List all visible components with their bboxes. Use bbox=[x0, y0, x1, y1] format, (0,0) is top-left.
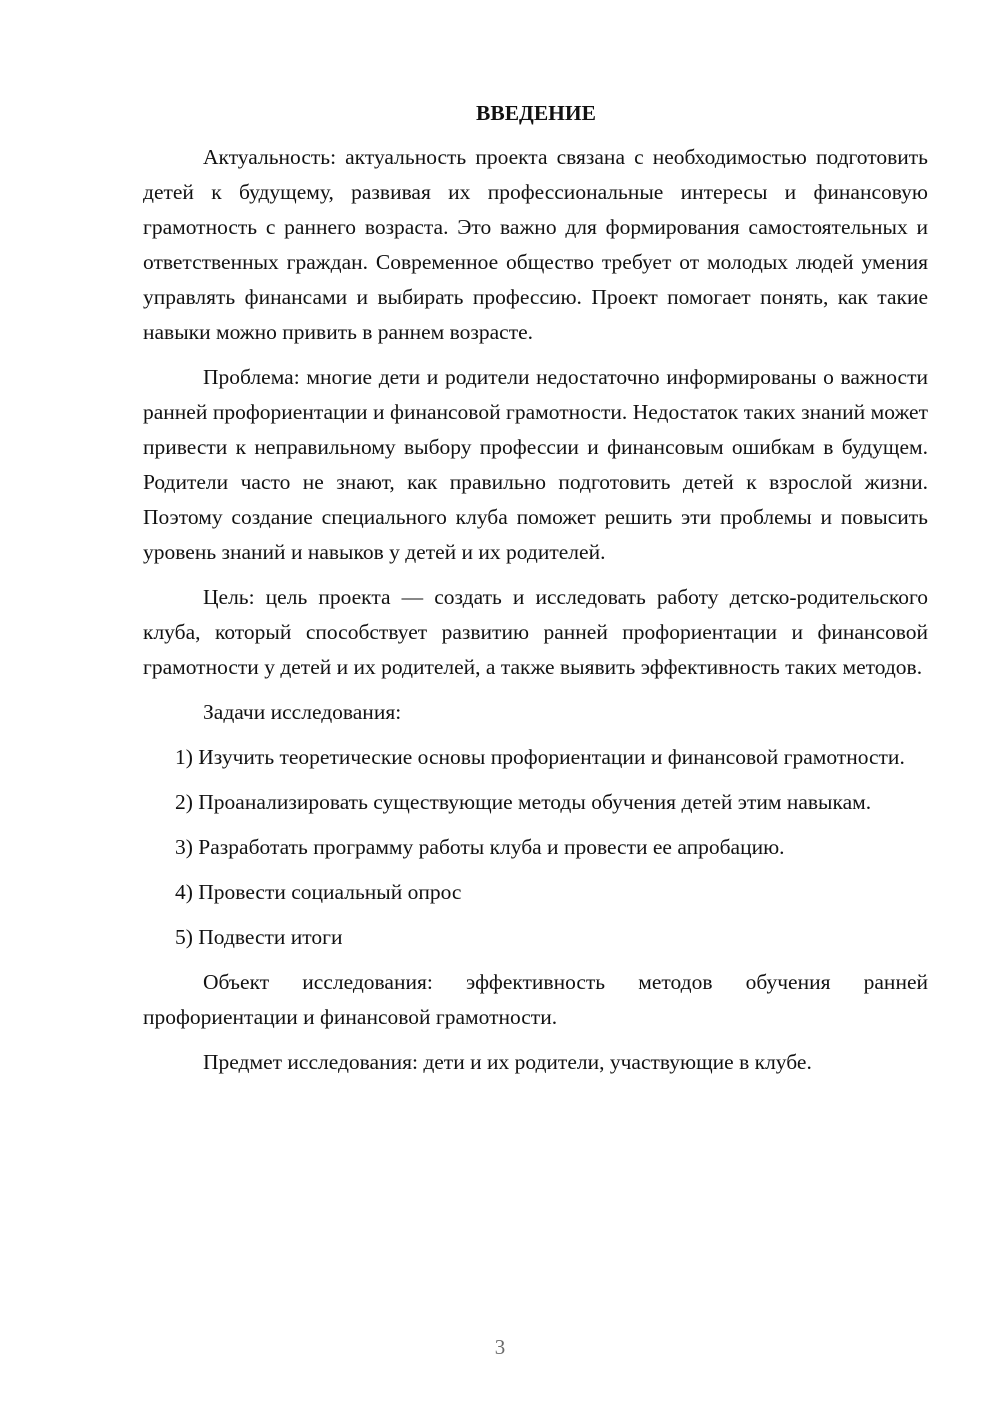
paragraph-object: Объект исследования: эффективность методов обучения ранней профориентации и финансовой грамотности. bbox=[143, 970, 928, 1029]
paragraph-relevance: Актуальность: актуальность проекта связана с необходимостью подготовить детей к будущему, развивая их профессиональные интересы и финансовую грамотность с раннего возраста. Это важно для формирования самостоятельных и ответственных граждан. Современное общество требует от молодых людей умения управлять финансами и выбирать профессию. Проект помогает понять, как такие навыки можно привить в раннем возрасте. bbox=[143, 145, 928, 344]
task-item-1: 1) Изучить теоретические основы профориентации и финансовой грамотности. bbox=[175, 745, 905, 769]
document-body bbox=[143, 140, 928, 1080]
task-item-4: 4) Провести социальный опрос bbox=[175, 880, 462, 904]
task-item-3: 3) Разработать программу работы клуба и провести ее апробацию. bbox=[175, 835, 785, 859]
page-title: ВВЕДЕНИЕ bbox=[476, 101, 596, 125]
task-item-5: 5) Подвести итоги bbox=[175, 925, 343, 949]
paragraph-goal: Цель: цель проекта — создать и исследовать работу детско-родительского клуба, который способствует развитию ранней профориентации и финансовой грамотности у детей и их родителей, а также выявить эффективность таких методов. bbox=[143, 585, 928, 679]
task-item-2: 2) Проанализировать существующие методы обучения детей этим навыкам. bbox=[175, 790, 872, 814]
paragraph-problem: Проблема: многие дети и родители недостаточно информированы о важности ранней профориентации и финансовой грамотности. Недостаток таких знаний может привести к неправильному выбору профессии и финансовым ошибкам в будущем. Родители часто не знают, как правильно подготовить детей к взрослой жизни. Поэтому создание специального клуба поможет решить эти проблемы и повысить уровень знаний и навыков у детей и их родителей. bbox=[143, 365, 928, 564]
page-number: 3 bbox=[494, 1335, 506, 1359]
paragraph-subject: Предмет исследования: дети и их родители, участвующие в клубе. bbox=[203, 1050, 812, 1074]
title-container bbox=[0, 98, 1000, 132]
tasks-heading: Задачи исследования: bbox=[203, 700, 402, 724]
